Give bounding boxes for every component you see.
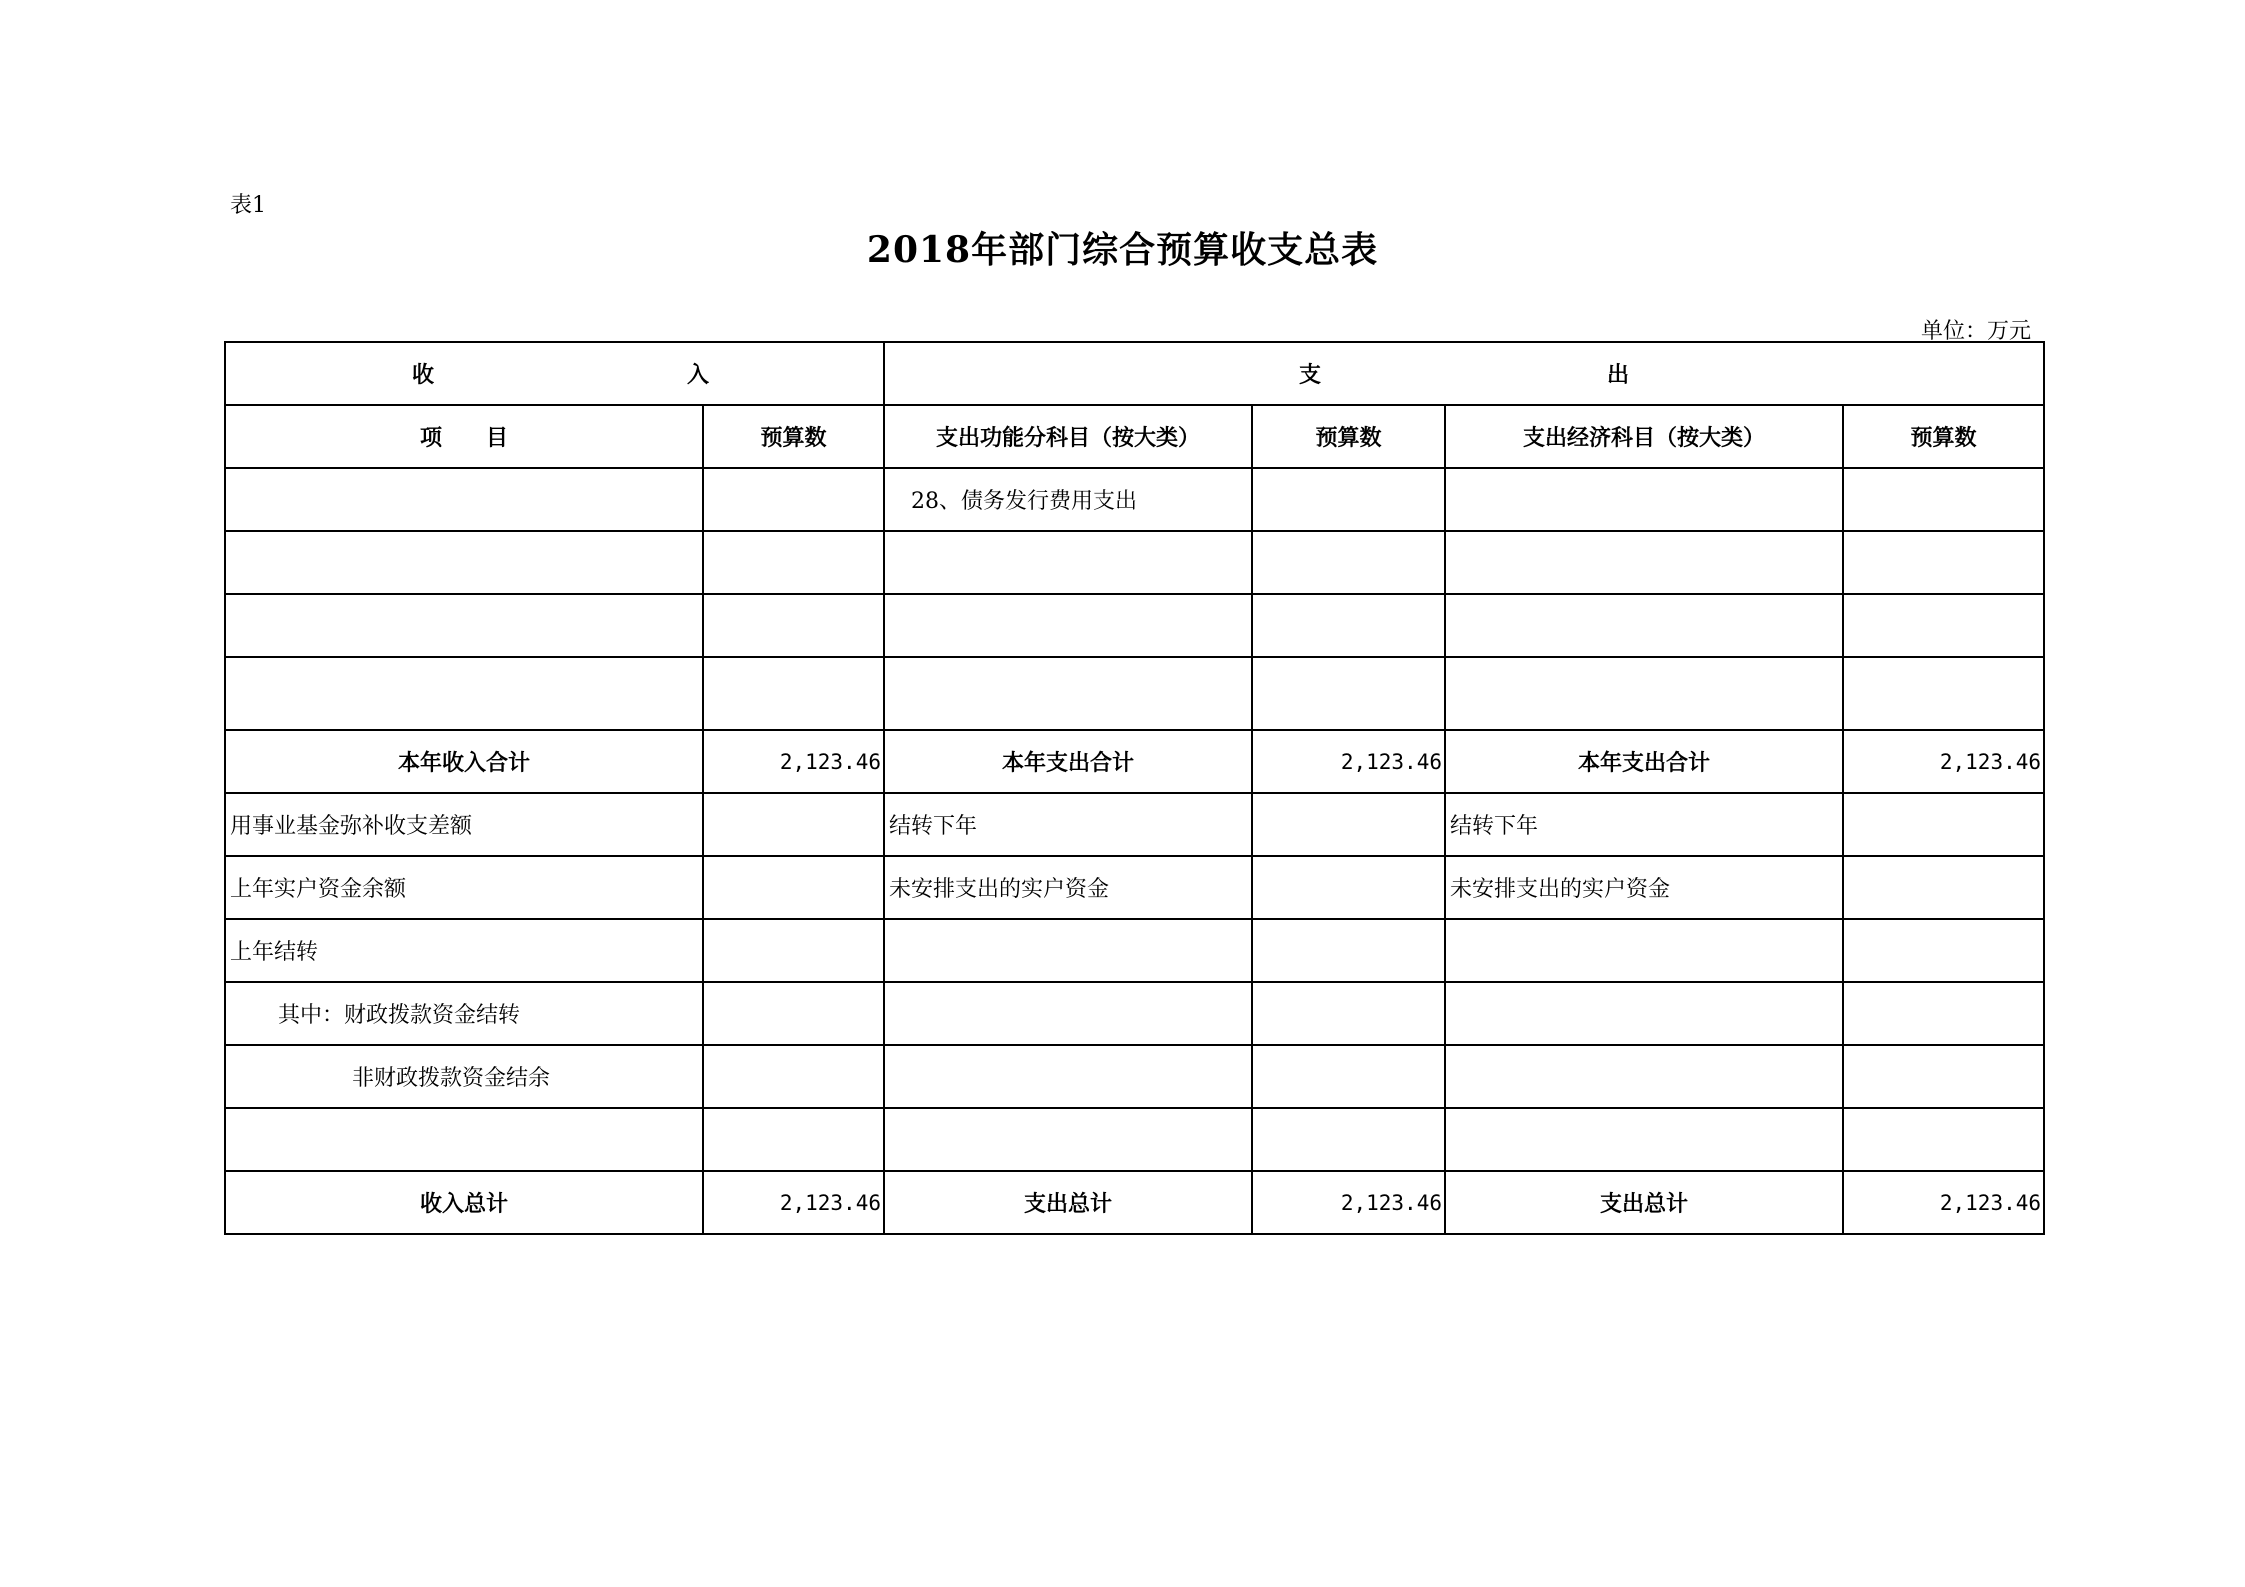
expense-section-header: 支 出 — [884, 342, 2044, 405]
economic-subtotal-value: 2,123.46 — [1843, 730, 2044, 793]
table-row — [225, 1108, 2044, 1171]
fund-fill-label: 用事业基金弥补收支差额 — [225, 793, 703, 856]
budget-summary-table — [224, 341, 2045, 1235]
income-subtotal-label: 本年收入合计 — [225, 730, 703, 793]
fiscal-carry-label: 其中：财政拨款资金结转 — [225, 982, 703, 1045]
income-total-label: 收入总计 — [225, 1171, 703, 1234]
function-subtotal-value: 2,123.46 — [1252, 730, 1445, 793]
col-header-function-budget: 预算数 — [1252, 405, 1445, 468]
grand-total-row — [225, 1171, 2044, 1234]
prev-balance-label: 上年实户资金余额 — [225, 856, 703, 919]
table-row — [225, 856, 2044, 919]
section-header-row — [225, 342, 2044, 405]
subtotal-row — [225, 730, 2044, 793]
unarranged-function-label: 未安排支出的实户资金 — [884, 856, 1252, 919]
table-row — [225, 657, 2044, 730]
economic-total-value: 2,123.46 — [1843, 1171, 2044, 1234]
page-title: 2018年部门综合预算收支总表 — [866, 229, 1379, 271]
income-section-header: 收 入 — [225, 342, 884, 405]
col-header-income-budget: 预算数 — [703, 405, 884, 468]
income-total-value: 2,123.46 — [703, 1171, 884, 1234]
carry-next-function-label: 结转下年 — [884, 793, 1252, 856]
function-subtotal-label: 本年支出合计 — [884, 730, 1252, 793]
prev-carry-label: 上年结转 — [225, 919, 703, 982]
col-header-economic-budget: 预算数 — [1843, 405, 2044, 468]
unit-label: 单位：万元 — [1920, 319, 2031, 344]
table-row — [225, 468, 2044, 531]
function-total-value: 2,123.46 — [1252, 1171, 1445, 1234]
col-header-function-subject: 支出功能分科目（按大类） — [884, 405, 1252, 468]
col-header-item: 项 目 — [225, 405, 703, 468]
table-row — [225, 594, 2044, 657]
unarranged-economic-label: 未安排支出的实户资金 — [1445, 856, 1843, 919]
table-row — [225, 793, 2044, 856]
income-subtotal-value: 2,123.46 — [703, 730, 884, 793]
table-row — [225, 919, 2044, 982]
table-number-label: 表1 — [230, 193, 266, 218]
economic-subtotal-label: 本年支出合计 — [1445, 730, 1843, 793]
function-total-label: 支出总计 — [884, 1171, 1252, 1234]
economic-total-label: 支出总计 — [1445, 1171, 1843, 1234]
table-row — [225, 531, 2044, 594]
carry-next-economic-label: 结转下年 — [1445, 793, 1843, 856]
col-header-economic-subject: 支出经济科目（按大类） — [1445, 405, 1843, 468]
function-subject-cell: 28、债务发行费用支出 — [884, 468, 1252, 531]
table-row — [225, 982, 2044, 1045]
table-row — [225, 1045, 2044, 1108]
nonfiscal-balance-label: 非财政拨款资金结余 — [225, 1045, 703, 1108]
column-header-row — [225, 405, 2044, 468]
